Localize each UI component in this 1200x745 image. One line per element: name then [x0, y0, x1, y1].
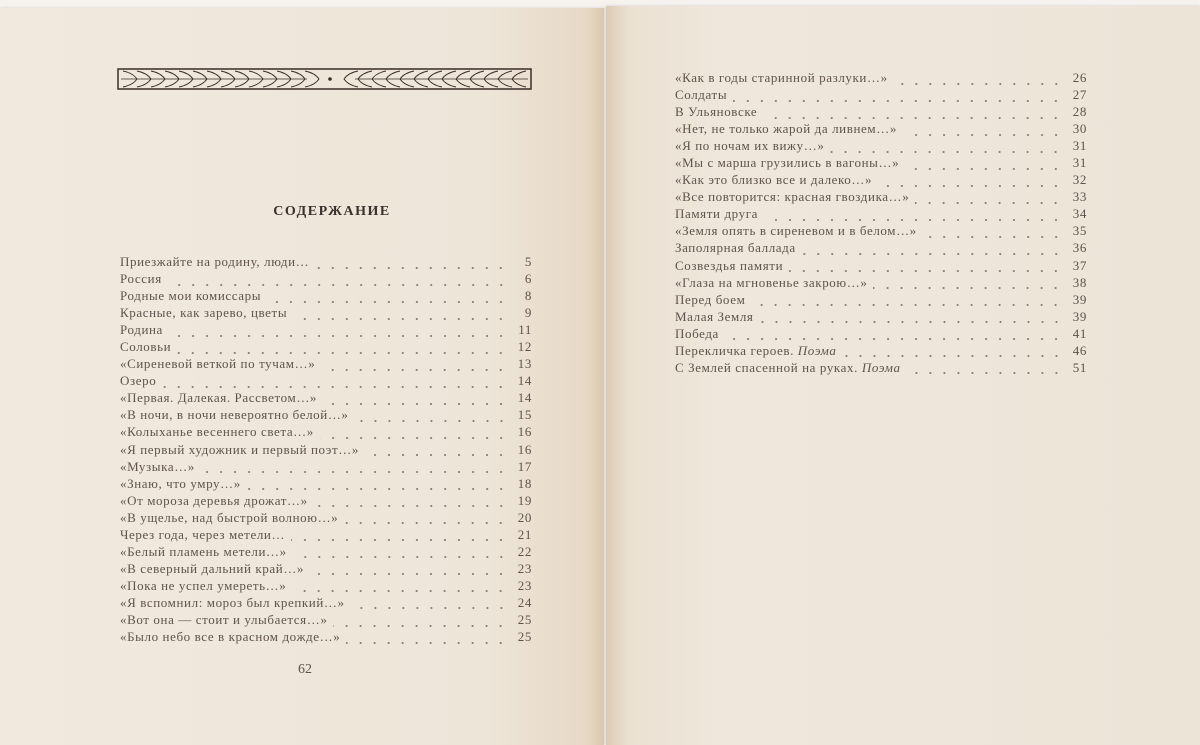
- dot-leader: [201, 466, 508, 474]
- entry-title: «Было небо все в красном дожде…»: [120, 629, 341, 645]
- entry-title: «Я по ночам их вижу…»: [675, 138, 825, 154]
- entry-title: В Ульяновске: [675, 104, 758, 120]
- left-page: [0, 8, 604, 745]
- entry-page: 39: [1072, 291, 1087, 307]
- dot-leader: [789, 265, 1063, 273]
- entry-genre: Поэма: [797, 342, 837, 358]
- entry-page: 24: [517, 594, 532, 610]
- toc-entry: [675, 275, 1087, 292]
- entry-page: 33: [1072, 189, 1087, 205]
- entry-page: 17: [517, 458, 532, 474]
- toc-entry: [120, 288, 532, 305]
- entry-page: 39: [1072, 308, 1087, 324]
- entry-page: 11: [518, 322, 532, 338]
- entry-page: 22: [517, 543, 532, 559]
- entry-title: С Землей спасенной на руках. Поэма: [675, 359, 901, 375]
- dot-leader: [843, 350, 1063, 358]
- entry-title: Красные, как зарево, цветы: [120, 305, 288, 321]
- entry-title: Родина: [120, 322, 163, 338]
- entry-title: Россия: [120, 271, 162, 287]
- dot-leader: [760, 316, 1063, 324]
- entry-title: Перед боем: [675, 291, 746, 307]
- entry-page: 21: [517, 526, 532, 542]
- toc-entry: [120, 527, 532, 544]
- entry-page: 9: [524, 305, 532, 321]
- toc-entry: [120, 390, 532, 407]
- entry-page: 16: [517, 441, 532, 457]
- toc-entry: [675, 172, 1087, 189]
- entry-page: 28: [1072, 104, 1087, 120]
- dot-leader: [764, 214, 1063, 222]
- dot-leader: [321, 364, 508, 372]
- toc-entry: [120, 424, 532, 441]
- toc-entry: [120, 476, 532, 493]
- entry-title: Через года, через метели…: [120, 526, 286, 542]
- contents-heading: СОДЕРЖАНИЕ: [273, 204, 391, 219]
- entry-title: Перекличка героев. Поэма: [675, 342, 837, 358]
- entry-title: Родные мои комиссары: [120, 288, 262, 304]
- right-page: [606, 6, 1200, 745]
- dot-leader: [291, 534, 508, 542]
- entry-page: 38: [1072, 274, 1087, 290]
- entry-page: 32: [1072, 172, 1087, 188]
- toc-entry: [675, 121, 1087, 138]
- entry-title: «Я первый художник и первый поэт…»: [120, 441, 359, 457]
- dot-leader: [344, 517, 508, 525]
- toc-entry: [675, 309, 1087, 326]
- entry-page: 14: [517, 390, 532, 406]
- toc-entry: [120, 612, 532, 629]
- entry-page: 23: [517, 560, 532, 576]
- toc-entry: [120, 373, 532, 390]
- dot-leader: [351, 602, 508, 610]
- entry-title: Победа: [675, 325, 719, 341]
- entry-title: «Пока не успел умереть…»: [120, 577, 287, 593]
- entry-page: 23: [517, 577, 532, 593]
- dot-leader: [169, 330, 508, 338]
- entry-title: Заполярная баллада: [675, 240, 796, 256]
- dot-leader: [763, 112, 1063, 120]
- page-number: 62: [298, 662, 312, 677]
- entry-title: «Знаю, что умру…»: [120, 475, 241, 491]
- entry-page: 46: [1072, 342, 1087, 358]
- entry-page: 26: [1072, 70, 1087, 85]
- toc-entry: [675, 189, 1087, 206]
- toc-entry: [675, 87, 1087, 104]
- dot-leader: [923, 231, 1063, 239]
- dot-leader: [751, 299, 1063, 307]
- entry-title: «Мы с марша грузились в вагоны…»: [675, 155, 900, 171]
- entry-title: Соловьи: [120, 339, 172, 355]
- entry-title: «От мороза деревья дрожат…»: [120, 492, 308, 508]
- entry-page: 15: [517, 407, 532, 423]
- dot-leader: [802, 248, 1063, 256]
- toc-entry: [120, 510, 532, 527]
- dot-leader: [873, 282, 1063, 290]
- entry-page: 31: [1072, 138, 1087, 154]
- toc-entry: [120, 493, 532, 510]
- entry-title: Приезжайте на родину, люди…: [120, 254, 310, 269]
- toc-entry: [120, 578, 532, 595]
- toc-entry: [120, 407, 532, 424]
- dot-leader: [267, 296, 508, 304]
- dot-leader: [355, 415, 508, 423]
- entry-title: Озеро: [120, 373, 157, 389]
- toc-entry: [120, 629, 532, 646]
- dot-leader: [247, 483, 508, 491]
- toc-entry: [675, 360, 1087, 377]
- dot-leader: [878, 180, 1063, 188]
- entry-title: Созвездья памяти: [675, 257, 784, 273]
- entry-page: 35: [1072, 223, 1087, 239]
- toc-entry: [120, 459, 532, 476]
- toc-entry: [120, 271, 532, 288]
- entry-title: «Как в годы старинной разлуки…»: [675, 70, 888, 85]
- toc-entry: [675, 155, 1087, 172]
- entry-title: «Вот она — стоит и улыбается…»: [120, 611, 328, 627]
- toc-entry: [120, 322, 532, 339]
- entry-title: Памяти друга: [675, 206, 758, 222]
- entry-title: «В ущелье, над быстрой волною…»: [120, 509, 339, 525]
- dot-leader: [323, 398, 508, 406]
- entry-page: 27: [1072, 87, 1087, 103]
- entry-page: 36: [1072, 240, 1087, 256]
- entry-title: «Все повторится: красная гвоздика…»: [675, 189, 910, 205]
- toc-entry: [675, 223, 1087, 240]
- entry-title: «В северный дальний край…»: [120, 560, 305, 576]
- toc-entry: [120, 442, 532, 459]
- toc-entry: [675, 206, 1087, 223]
- entry-page: 37: [1072, 257, 1087, 273]
- dot-leader: [314, 500, 508, 508]
- dot-leader: [293, 551, 508, 559]
- entry-page: 12: [517, 339, 532, 355]
- toc-entry: [675, 258, 1087, 275]
- entry-title: «Нет, не только жарой да ливнем…»: [675, 121, 897, 137]
- dot-leader: [162, 381, 508, 389]
- entry-title: «Земля опять в сиреневом и в белом…»: [675, 223, 917, 239]
- dot-leader: [177, 347, 508, 355]
- entry-page: 30: [1072, 121, 1087, 137]
- entry-page: 41: [1072, 325, 1087, 341]
- entry-page: 51: [1072, 359, 1087, 375]
- dot-leader: [725, 333, 1063, 341]
- toc-entry: [675, 138, 1087, 155]
- toc-entry: [675, 104, 1087, 121]
- dot-leader: [320, 432, 508, 440]
- entry-page: 25: [517, 611, 532, 627]
- dot-leader: [365, 449, 508, 457]
- entry-page: 6: [524, 271, 532, 287]
- entry-page: 13: [517, 356, 532, 372]
- dot-leader: [830, 146, 1063, 154]
- entry-genre: Поэма: [861, 359, 901, 375]
- entry-page: 8: [524, 288, 532, 304]
- laurel-ornament: [117, 68, 532, 90]
- entry-page: 19: [517, 492, 532, 508]
- dot-leader: [292, 585, 508, 593]
- toc-list-right: [675, 70, 1087, 377]
- entry-title: «Белый пламень метели…»: [120, 543, 287, 559]
- entry-page: 25: [517, 629, 532, 645]
- toc-entry: [675, 292, 1087, 309]
- toc-list-left: [120, 254, 532, 646]
- dot-leader: [907, 367, 1063, 375]
- entry-title: «В ночи, в ночи невероятно белой…»: [120, 407, 349, 423]
- toc-entry: [120, 544, 532, 561]
- toc-entry: [120, 254, 532, 271]
- entry-page: 31: [1072, 155, 1087, 171]
- entry-page: 5: [524, 254, 532, 269]
- dot-leader: [905, 163, 1063, 171]
- entry-title: «Как это близко все и далеко…»: [675, 172, 873, 188]
- dot-leader: [315, 262, 508, 270]
- dot-leader: [894, 78, 1063, 86]
- dot-leader: [333, 620, 508, 628]
- entry-page: 16: [517, 424, 532, 440]
- toc-entry: [675, 343, 1087, 360]
- entry-title: Малая Земля: [675, 308, 754, 324]
- toc-entry: [120, 356, 532, 373]
- dot-leader: [915, 197, 1063, 205]
- entry-title: «Колыханье весеннего света…»: [120, 424, 314, 440]
- toc-entry: [675, 326, 1087, 343]
- entry-page: 20: [517, 509, 532, 525]
- toc-entry: [675, 70, 1087, 87]
- dot-leader: [293, 313, 508, 321]
- dot-leader: [346, 637, 508, 645]
- entry-title: «Музыка…»: [120, 458, 195, 474]
- entry-title: «Первая. Далекая. Рассветом…»: [120, 390, 318, 406]
- entry-title: «Сиреневой веткой по тучам…»: [120, 356, 316, 372]
- dot-leader: [733, 95, 1063, 103]
- dot-leader: [168, 279, 508, 287]
- toc-entry: [120, 339, 532, 356]
- entry-page: 18: [517, 475, 532, 491]
- dot-leader: [903, 129, 1063, 137]
- dot-leader: [310, 568, 508, 576]
- toc-entry: [675, 240, 1087, 257]
- entry-page: 14: [517, 373, 532, 389]
- entry-title: Солдаты: [675, 87, 728, 103]
- toc-entry: [120, 595, 532, 612]
- entry-title: «Глаза на мгновенье закрою…»: [675, 274, 868, 290]
- entry-page: 34: [1072, 206, 1087, 222]
- entry-title: «Я вспомнил: мороз был крепкий…»: [120, 594, 345, 610]
- toc-entry: [120, 305, 532, 322]
- toc-entry: [120, 561, 532, 578]
